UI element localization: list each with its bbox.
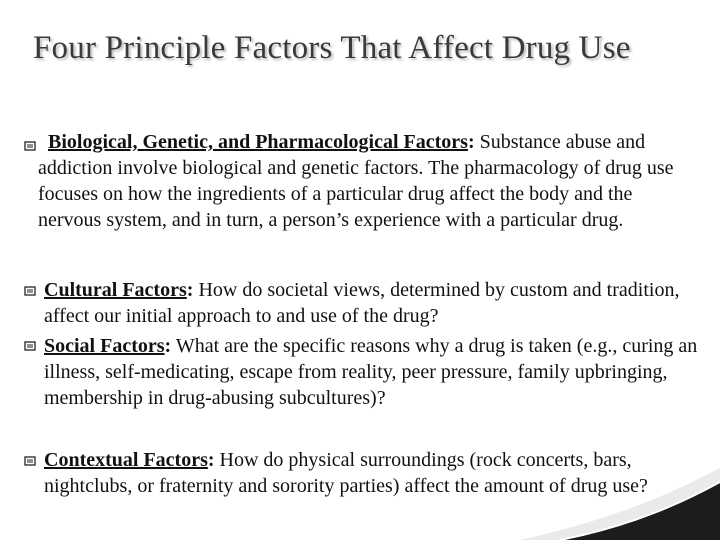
bullet-icon [24,340,36,352]
bullet-item-contextual: Contextual Factors: How do physical surroundings (rock concerts, bars, nightclubs, or fraternity and sorority parties) affect the amount of drug use? [44,449,648,497]
bullet-item-social: Social Factors: What are the specific reasons why a drug is taken (e.g., curing an illness, self-medicating, escape from reality, peer pressure, family upbringing, membership in drug-abusing subcultures)? [44,335,698,409]
bullet-text: What are the specific reasons why a drug is taken (e.g., curing an illness, self-medicating, escape from reality, peer pressure, family upbringing, membership in drug-abusing subcultures)? [44,335,698,409]
slide-title: Four Principle Factors That Affect Drug Use [33,30,631,66]
bullet-text: Substance abuse and addiction involve biological and genetic factors. The pharmacology of drug use focuses on how the ingredients of a particular drug affect the body and the nervous system, and in turn, a person’s experience with a particular drug. [38,131,674,231]
bullet-heading: Cultural Factors [44,279,187,301]
bullet-icon [24,455,36,467]
bullet-heading: Contextual Factors [44,449,208,471]
bullet-text: How do physical surroundings (rock concerts, bars, nightclubs, or fraternity and sorority parties) affect the amount of drug use? [44,449,648,497]
bullet-item-biological: Biological, Genetic, and Pharmacological Factors: Substance abuse and addiction involve biological and genetic factors. The pharmacology of drug use focuses on how the ingredients of a particular drug affect the body and the nervous system, and in turn, a person’s experience with a particular drug. [38,131,674,231]
bullet-text: How do societal views, determined by custom and tradition, affect our initial approach to and use of the drug? [44,279,680,327]
corner-page-curl-decoration [360,460,720,540]
bullet-heading: Biological, Genetic, and Pharmacological Factors [48,131,468,153]
bullet-heading: Social Factors [44,335,165,357]
bullet-icon [24,140,36,152]
bullet-item-cultural: Cultural Factors: How do societal views, determined by custom and tradition, affect our initial approach to and use of the drug? [44,279,680,327]
bullet-icon [24,285,36,297]
